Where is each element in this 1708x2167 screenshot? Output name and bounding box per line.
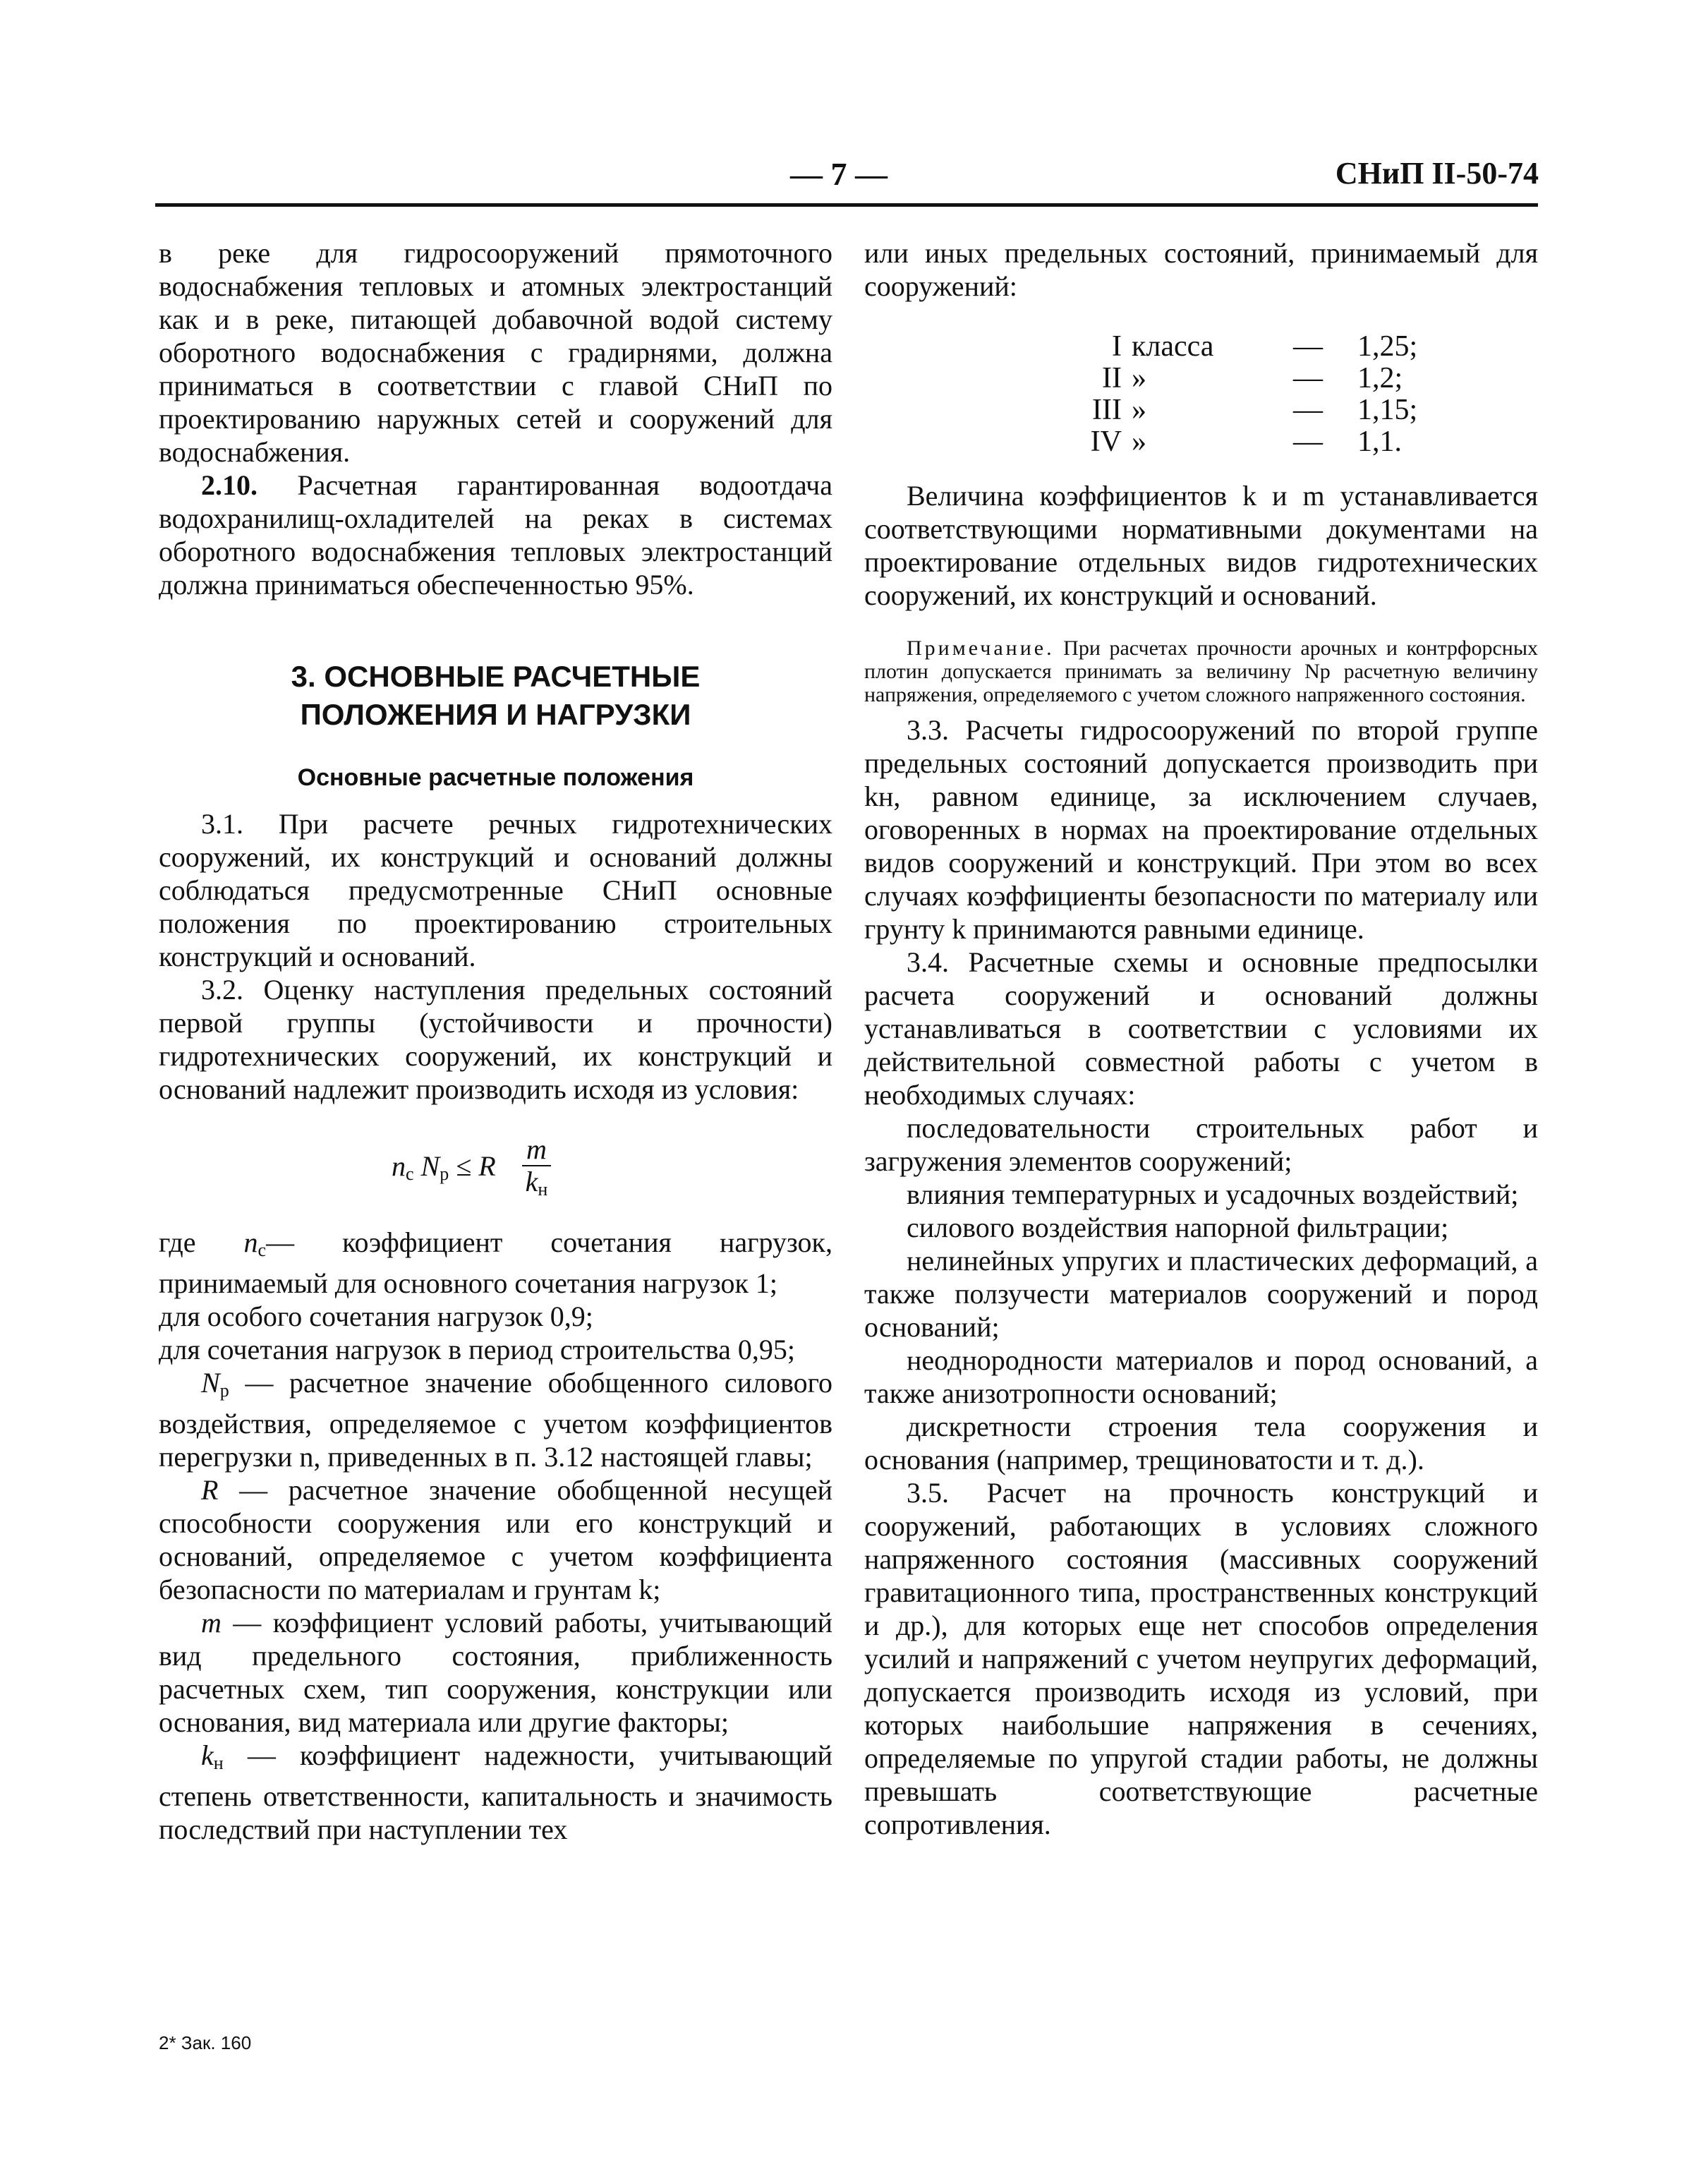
definition-k — [159, 1739, 832, 1846]
class-dash: — — [1293, 425, 1323, 458]
condition-item: влияния температурных и усадочных воздействий; — [907, 1178, 1519, 1210]
class-dash: — — [1293, 362, 1323, 394]
paragraph-coefficients: Величина коэффициентов k и m устанавливается соответствующими нормативными документами на проектирование отдельных видов гидротехнических сооружений, их конструкций и оснований. — [864, 480, 1538, 611]
definition-m — [159, 1606, 832, 1739]
clause-number: 3.3. — [907, 714, 949, 746]
class-row — [1065, 426, 1538, 458]
symbol-n: n — [243, 1226, 258, 1258]
clause-number: 3.2. — [201, 974, 243, 1006]
document-code: СНиП II-50-74 — [1335, 156, 1539, 191]
definition-text: — коэффициент надежности, учитывающий степень ответственности, капитальность и значимость последствий при наступлении тех — [159, 1739, 833, 1845]
page-number: — 7 — — [790, 156, 888, 192]
subsection-title: Основные расчетные положения — [297, 764, 694, 791]
clause-text: Расчетная гарантированная водоотдача водохранилищ-охладителей на реках в системах оборотного водоснабжения тепловых электростанций должна приниматься обеспеченностью 95%. — [159, 469, 833, 600]
formula-le: ≤ R — [456, 1150, 496, 1182]
definition-R — [159, 1473, 832, 1606]
class-roman: II — [1102, 362, 1122, 394]
note-text: При расчетах прочности арочных и контрфорсных плотин допускается принимать за величину Nр расчетную величину напряжения, определяемого с учетом сложного напряженного состояния. — [864, 636, 1538, 706]
conditions-list — [864, 1111, 1538, 1476]
symbol-N: N — [201, 1367, 220, 1399]
class-value: 1,15; — [1357, 394, 1418, 426]
definition-text: — расчетное значение обобщенного силового воздействия, определяемое с учетом коэффициентов перегрузки n, приведенных в п. 3.12 настоящей главы; — [159, 1367, 832, 1473]
class-value: 1,1. — [1357, 425, 1402, 458]
symbol-N-sub: р — [219, 1380, 229, 1401]
definition-nc — [159, 1226, 832, 1300]
class-coefficient-table — [1065, 331, 1538, 458]
condition-item: силового воздействия напорной фильтрации; — [907, 1212, 1449, 1243]
condition-item: неоднородности материалов и пород оснований, а также анизотропности оснований; — [864, 1344, 1538, 1409]
paragraph-2-10 — [159, 469, 832, 601]
condition-item: последовательности строительных работ и загружения элементов сооружений; — [864, 1112, 1538, 1177]
class-roman: I — [1112, 330, 1122, 363]
definition-text: — коэффициент условий работы, учитывающий вид предельного состояния, приближенность расчетных схем, тип сооружения, конструкции или основания, вид материала или другие факторы; — [159, 1607, 833, 1738]
clause-number: 3.5. — [907, 1477, 949, 1509]
clause-text: Расчетные схемы и основные предпосылки расчета сооружений и оснований должны устанавливаться в соответствии с условиями их действительной совместной работы с учетом в необходимых случаях: — [864, 946, 1538, 1111]
paragraph-3-4 — [864, 946, 1538, 1111]
symbol-R: R — [201, 1474, 219, 1506]
class-dash: — — [1293, 330, 1323, 363]
class-word: » — [1132, 394, 1146, 426]
clause-text: Оценку наступления предельных состояний первой группы (устойчивости и прочности) гидротехнических сооружений, их конструкций и оснований надлежит производить исходя из условия: — [159, 974, 832, 1105]
clause-text: Расчет на прочность конструкций и сооружений, работающих в условиях сложного напряженного состояния (массивных сооружений гравитационного типа, пространственных конструкций и др.), для которых еще нет способов определения усилий и напряжений с учетом неупругих деформаций, допускается производить исходя из условий, при которых наибольшие напряжения в сечениях, определяемые по упругой стадии работы, не должны превышать соответствующие расчетные сопротивления. — [864, 1477, 1538, 1840]
paragraph-3-2 — [159, 973, 832, 1106]
condition-item: дискретности строения тела сооружения и основания (например, трещиноватости и т. д.). — [864, 1411, 1538, 1475]
clause-number: 3.1. — [201, 808, 243, 840]
paragraph-continuation: или иных предельных состояний, принимаемый для сооружений: — [864, 237, 1538, 302]
class-word: » — [1132, 425, 1146, 458]
class-dash: — — [1293, 394, 1323, 426]
formula-k-sub: н — [538, 1179, 548, 1200]
paragraph-3-5 — [864, 1476, 1538, 1841]
note-label: Примечание. — [907, 636, 1055, 660]
class-roman: III — [1092, 394, 1122, 426]
section-title-line-2: ПОЛОЖЕНИЯ И НАГРУЗКИ — [300, 698, 691, 731]
formula-lhs — [392, 1149, 496, 1190]
limit-state-formula — [159, 1133, 832, 1200]
clause-number: 3.4. — [907, 946, 949, 978]
symbol-m: m — [201, 1607, 222, 1638]
class-roman: IV — [1090, 425, 1122, 458]
class-word: класса — [1132, 330, 1214, 363]
definition-text: — расчетное значение обобщенной несущей способности сооружения или его конструкций и оснований, определяемое с учетом коэффициента безопасности по материалам и грунтам k; — [159, 1474, 833, 1605]
formula-n: n — [392, 1150, 406, 1182]
formula-numerator: m — [522, 1134, 551, 1166]
clause-number: 2.10. — [201, 469, 258, 501]
formula-N: N — [420, 1150, 440, 1182]
formula-k: k — [525, 1166, 538, 1197]
formula-n-sub: c — [406, 1164, 414, 1184]
class-value: 1,2; — [1357, 362, 1403, 394]
section-title — [159, 658, 832, 734]
class-value: 1,25; — [1357, 330, 1418, 363]
definition-N — [159, 1366, 832, 1473]
note — [864, 636, 1538, 706]
definition-text: — коэффициент сочетания нагрузок, принимаемый для основного сочетания нагрузок 1; — [159, 1226, 832, 1299]
symbol-k-sub: н — [213, 1753, 224, 1773]
right-column — [864, 236, 1538, 1841]
formula-fraction — [522, 1134, 551, 1205]
formula-denominator — [522, 1166, 551, 1205]
condition-item: нелинейных упругих и пластических деформаций, а также ползучести материалов сооружений и пород оснований; — [864, 1245, 1538, 1343]
class-row — [1065, 363, 1538, 394]
definition-construction: для сочетания нагрузок в период строительства 0,95; — [159, 1334, 795, 1365]
section-title-line-1: 3. ОСНОВНЫЕ РАСЧЕТНЫЕ — [291, 660, 701, 693]
paragraph-3-1 — [159, 807, 832, 973]
page-header — [0, 155, 1708, 198]
footer-order-mark: 2* Зак. 160 — [159, 2032, 252, 2053]
paragraph-continuation: в реке для гидросооружений прямоточного водоснабжения тепловых и атомных электростанций как и в реке, питающей добавочной водой систему оборотного водоснабжения с градирнями, должна приниматься в соответствии с главой СНиП по проектированию наружных сетей и сооружений для водоснабжения. — [159, 237, 832, 468]
clause-text: Расчеты гидросооружений по второй группе предельных состояний допускается производить при kн, равном единице, за исключением случаев, оговоренных в нормах на проектирование отдельных видов сооружений и конструкций. При этом во всех случаях коэффициенты безопасности по материалу или грунту k принимаются равными единице. — [864, 714, 1538, 945]
clause-text: При расчете речных гидротехнических сооружений, их конструкций и оснований должны соблюдаться предусмотренные СНиП основные положения по проектированию строительных конструкций и оснований. — [159, 808, 832, 972]
definition-special: для особого сочетания нагрузок 0,9; — [159, 1300, 593, 1332]
paragraph-3-3 — [864, 713, 1538, 946]
class-row — [1065, 331, 1538, 363]
class-word: » — [1132, 362, 1146, 394]
symbol-k: k — [201, 1739, 214, 1771]
left-column — [159, 236, 832, 1846]
formula-N-sub: p — [440, 1164, 449, 1184]
header-rule — [155, 203, 1538, 207]
symbol-n-sub: c — [258, 1240, 267, 1260]
where-word: где — [159, 1226, 196, 1258]
class-row — [1065, 394, 1538, 426]
